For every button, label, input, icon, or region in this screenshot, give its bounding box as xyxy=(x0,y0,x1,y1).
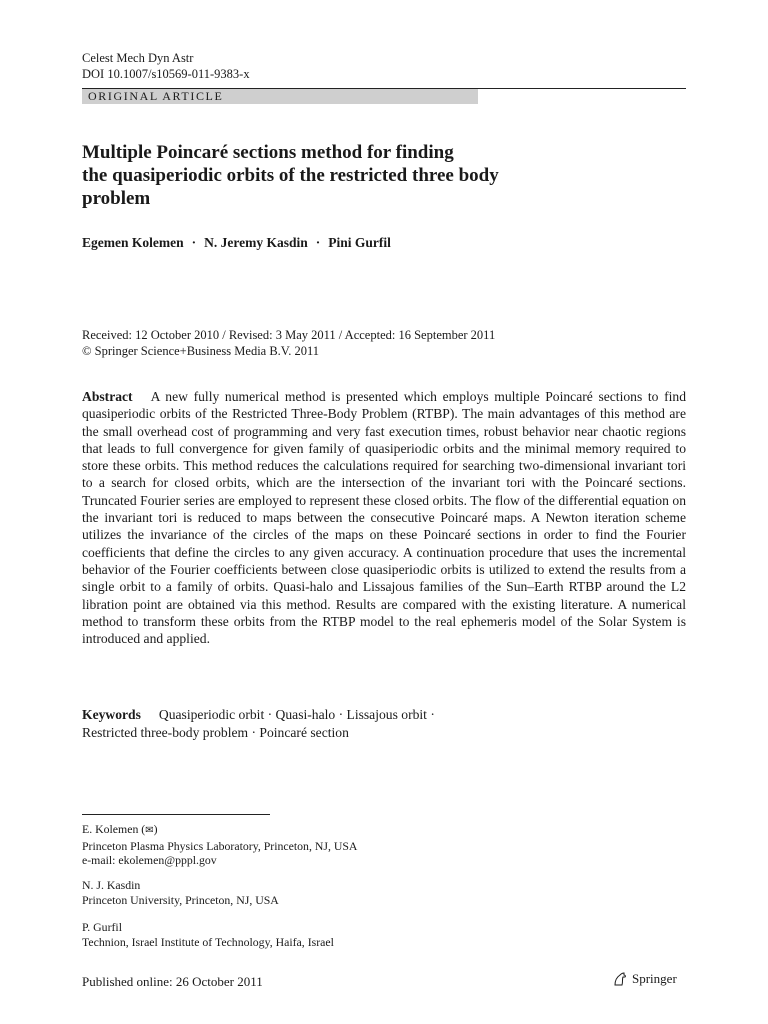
paren-close: ) xyxy=(153,822,158,836)
keywords-line: Restricted three-body problem · Poincaré section xyxy=(82,725,349,740)
author-separator: · xyxy=(191,235,197,250)
title-line: the quasiperiodic orbits of the restricted three body xyxy=(82,165,499,186)
paper-title xyxy=(82,141,642,210)
author-list xyxy=(82,235,391,251)
author-name: P. Gurfil xyxy=(82,920,122,934)
journal-name: Celest Mech Dyn Astr xyxy=(82,51,194,65)
published-online: Published online: 26 October 2011 xyxy=(82,974,263,989)
author-name: E. Kolemen ( xyxy=(82,822,146,836)
springer-logo xyxy=(612,971,677,987)
article-type-banner: ORIGINAL ARTICLE xyxy=(82,89,478,104)
footnote-kolemen xyxy=(82,822,357,868)
abstract xyxy=(82,388,686,647)
journal-header xyxy=(82,50,250,82)
doi[interactable]: DOI 10.1007/s10569-011-9383-x xyxy=(82,67,250,81)
keywords-line: Quasiperiodic orbit · Quasi-halo · Lissajous orbit · xyxy=(158,707,435,722)
abstract-text: A new fully numerical method is presented which employs multiple Poincaré sections to find quasiperiodic orbits of the Restricted Three-Body Problem (RTBP). The main advantages of this method are the small overhead cost of programming and very fast execution times, robust behavior near chaotic regions that leads to full convergence for given family of quasiperiodic orbits and the minimal memory required to store these orbits. This method reduces the calculations required for searching two-dimensional invariant tori to a search for closed orbits, which are the intersection of the invariant tori with the Poincaré sections. Truncated Fourier series are employed to represent these closed orbits. The flow of the differential equation on the invariant tori is reduced to maps between the consecutive Poincaré maps. A Newton iteration scheme utilizes the invariance of the circles of the maps on these Poincaré sections in order to find the Fourier coefficients that define the circles to any given accuracy. A continuation procedure that uses the incremental behavior of the Fourier coefficients between close quasiperiodic orbits is utilized to extend the results from a single orbit to a family of orbits. Quasi-halo and Lissajous families of the Sun–Earth RTBP around the L2 libration point are obtained via this method. Results are compared with the existing literature. A numerical method to transform these orbits from the RTBP model to the real ephemeris model of the Solar System is introduced and applied. xyxy=(82,389,686,647)
publisher-name: Springer xyxy=(632,971,677,986)
abstract-label: Abstract xyxy=(82,389,133,404)
footnote-rule xyxy=(82,814,270,815)
author-name[interactable]: Pini Gurfil xyxy=(328,235,391,250)
email[interactable]: e-mail: ekolemen@pppl.gov xyxy=(82,853,217,867)
author-separator: · xyxy=(315,235,321,250)
affiliation: Technion, Israel Institute of Technology, Haifa, Israel xyxy=(82,934,334,949)
copyright-notice: © Springer Science+Business Media B.V. 2011 xyxy=(82,343,320,358)
keywords xyxy=(82,706,686,742)
history-dates: Received: 12 October 2010 / Revised: 3 May 2011 / Accepted: 16 September 2011 xyxy=(82,328,496,342)
footnote-gurfil xyxy=(82,920,334,949)
footnote-kasdin xyxy=(82,878,279,907)
springer-horse-icon xyxy=(612,971,628,987)
title-line: Multiple Poincaré sections method for finding xyxy=(82,142,454,163)
keywords-label: Keywords xyxy=(82,707,141,722)
author-name[interactable]: Egemen Kolemen xyxy=(82,235,184,250)
envelope-icon[interactable]: ✉ xyxy=(145,825,154,836)
author-name[interactable]: N. Jeremy Kasdin xyxy=(204,235,308,250)
affiliation: Princeton Plasma Physics Laboratory, Princeton, NJ, USA xyxy=(82,838,358,853)
title-line: problem xyxy=(82,188,151,209)
author-name: N. J. Kasdin xyxy=(82,878,141,892)
publication-history xyxy=(82,328,495,359)
affiliation: Princeton University, Princeton, NJ, USA xyxy=(82,892,279,907)
